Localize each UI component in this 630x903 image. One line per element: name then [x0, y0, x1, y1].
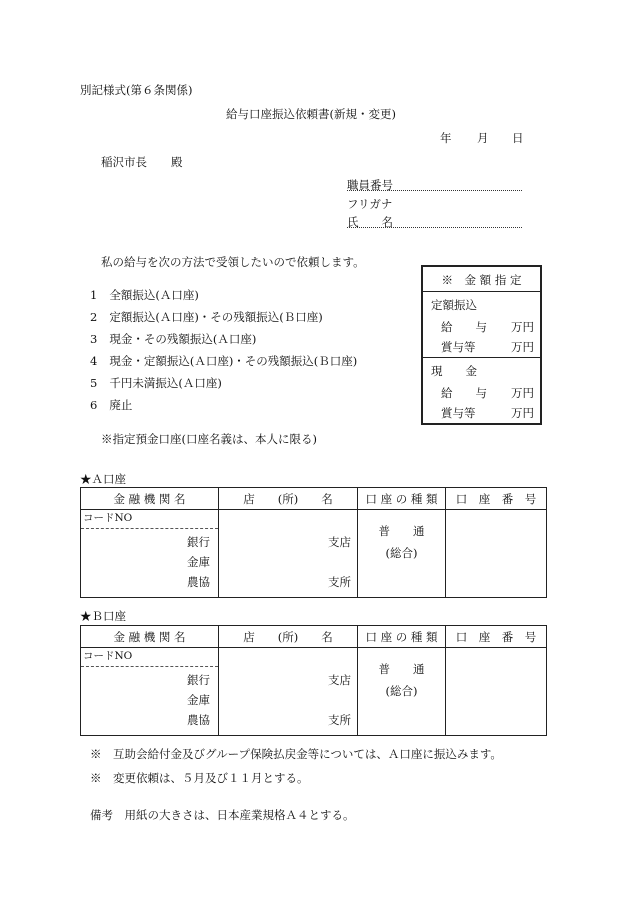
date-month-label: 月	[477, 131, 489, 145]
cash-salary-unit[interactable]: 万円	[511, 386, 534, 400]
cash-label: 現 金	[431, 364, 477, 378]
code-label: コードNO	[83, 512, 133, 524]
name-label: 氏 名	[347, 215, 393, 229]
header-account-number: 口 座 番 号	[446, 626, 547, 648]
amount-designation-box	[421, 265, 542, 425]
shinkin-suffix: 金庫	[187, 693, 210, 707]
account-type-cell[interactable]	[358, 648, 446, 736]
fixed-bonus-label: 賞与等	[441, 340, 476, 354]
form-title: 給与口座振込依頼書(新規・変更)	[226, 107, 396, 121]
account-b-label: ★Ｂ口座	[80, 609, 126, 623]
cash-bonus-label: 賞与等	[441, 406, 476, 420]
shinkin-suffix: 金庫	[187, 555, 210, 569]
nokyo-suffix: 農協	[187, 713, 210, 727]
cash-bonus-unit[interactable]: 万円	[511, 406, 534, 420]
addressee-name: 稲沢市長	[101, 155, 147, 169]
staff-number-field[interactable]	[347, 190, 522, 191]
option-item[interactable]	[90, 331, 256, 347]
branch-name-cell[interactable]	[219, 529, 358, 598]
branch-suffix: 支店	[328, 534, 351, 549]
option-number: 6	[90, 398, 98, 412]
office-suffix: 支所	[328, 712, 351, 727]
option-item[interactable]	[90, 309, 323, 325]
option-item[interactable]	[90, 287, 199, 303]
option-number: 2	[90, 310, 98, 324]
option-number: 1	[90, 288, 98, 302]
nokyo-suffix: 農協	[187, 575, 210, 589]
name-field[interactable]	[347, 227, 522, 228]
header-bank-name: 金 融 機 関 名	[81, 626, 219, 648]
amount-box-divider	[423, 291, 540, 292]
account-number-cell[interactable]	[446, 510, 547, 598]
option-number: 3	[90, 332, 98, 346]
fixed-salary-unit[interactable]: 万円	[511, 320, 534, 334]
designated-account-note: ※指定預金口座(口座名義は、本人に限る)	[101, 432, 317, 446]
account-type-regular: 普 通	[378, 662, 425, 676]
form-reference: 別記様式(第６条関係)	[80, 83, 193, 97]
bank-name-cell[interactable]	[81, 529, 219, 598]
option-text: 定額振込(Ａ口座)・その残額振込(Ｂ口座)	[109, 310, 323, 324]
account-a-table	[80, 487, 547, 598]
option-item[interactable]	[90, 397, 132, 413]
furigana-label: フリガナ	[347, 197, 393, 211]
cash-salary-label: 給 与	[441, 386, 487, 400]
amount-box-divider	[423, 357, 540, 358]
account-type-general: (総合)	[385, 684, 418, 698]
option-text: 現金・定額振込(Ａ口座)・その残額振込(Ｂ口座)	[109, 354, 358, 368]
option-item[interactable]	[90, 353, 357, 369]
request-text: 私の給与を次の方法で受領したいので依頼します。	[101, 255, 365, 269]
bank-name-cell[interactable]	[81, 667, 219, 736]
branch-code-cell[interactable]	[219, 510, 358, 529]
code-label: コードNO	[83, 650, 133, 662]
account-a-label: ★Ａ口座	[80, 472, 126, 486]
bank-suffix: 銀行	[187, 673, 210, 687]
remark-paper-size: 備考 用紙の大きさは、日本産業規格Ａ４とする。	[90, 808, 355, 822]
branch-code-cell[interactable]	[219, 648, 358, 667]
account-number-cell[interactable]	[446, 648, 547, 736]
option-number: 5	[90, 376, 98, 390]
note-change-timing: ※ 変更依頼は、５月及び１１月とする。	[90, 771, 309, 785]
header-branch-name: 店 (所) 名	[219, 626, 358, 648]
fixed-bonus-unit[interactable]: 万円	[511, 340, 534, 354]
header-account-type: 口 座 の 種 類	[358, 626, 446, 648]
staff-number-label: 職員番号	[347, 178, 393, 192]
amount-box-title: ※ 金 額 指 定	[441, 273, 522, 287]
account-type-general: (総合)	[385, 546, 418, 560]
fixed-transfer-label: 定額振込	[431, 298, 477, 312]
option-text: 廃止	[109, 398, 133, 412]
account-b-table	[80, 625, 547, 736]
bank-code-cell[interactable]	[81, 648, 219, 667]
date-year-label: 年	[440, 131, 452, 145]
option-text: 千円未満振込(Ａ口座)	[109, 376, 222, 390]
option-item[interactable]	[90, 375, 222, 391]
bank-code-cell[interactable]	[81, 510, 219, 529]
option-number: 4	[90, 354, 98, 368]
account-type-regular: 普 通	[378, 524, 425, 538]
fixed-salary-label: 給 与	[441, 320, 487, 334]
header-bank-name: 金 融 機 関 名	[81, 488, 219, 510]
header-branch-name: 店 (所) 名	[219, 488, 358, 510]
office-suffix: 支所	[328, 574, 351, 589]
note-mutual-aid: ※ 互助会給付金及びグループ保険払戻金等については、Ａ口座に振込みます。	[90, 747, 502, 761]
header-account-type: 口 座 の 種 類	[358, 488, 446, 510]
option-text: 全額振込(Ａ口座)	[109, 288, 199, 302]
header-account-number: 口 座 番 号	[446, 488, 547, 510]
date-day-label: 日	[512, 131, 524, 145]
option-text: 現金・その残額振込(Ａ口座)	[109, 332, 257, 346]
branch-suffix: 支店	[328, 672, 351, 687]
bank-suffix: 銀行	[187, 535, 210, 549]
branch-name-cell[interactable]	[219, 667, 358, 736]
account-type-cell[interactable]	[358, 510, 446, 598]
addressee-honorific: 殿	[171, 155, 183, 169]
